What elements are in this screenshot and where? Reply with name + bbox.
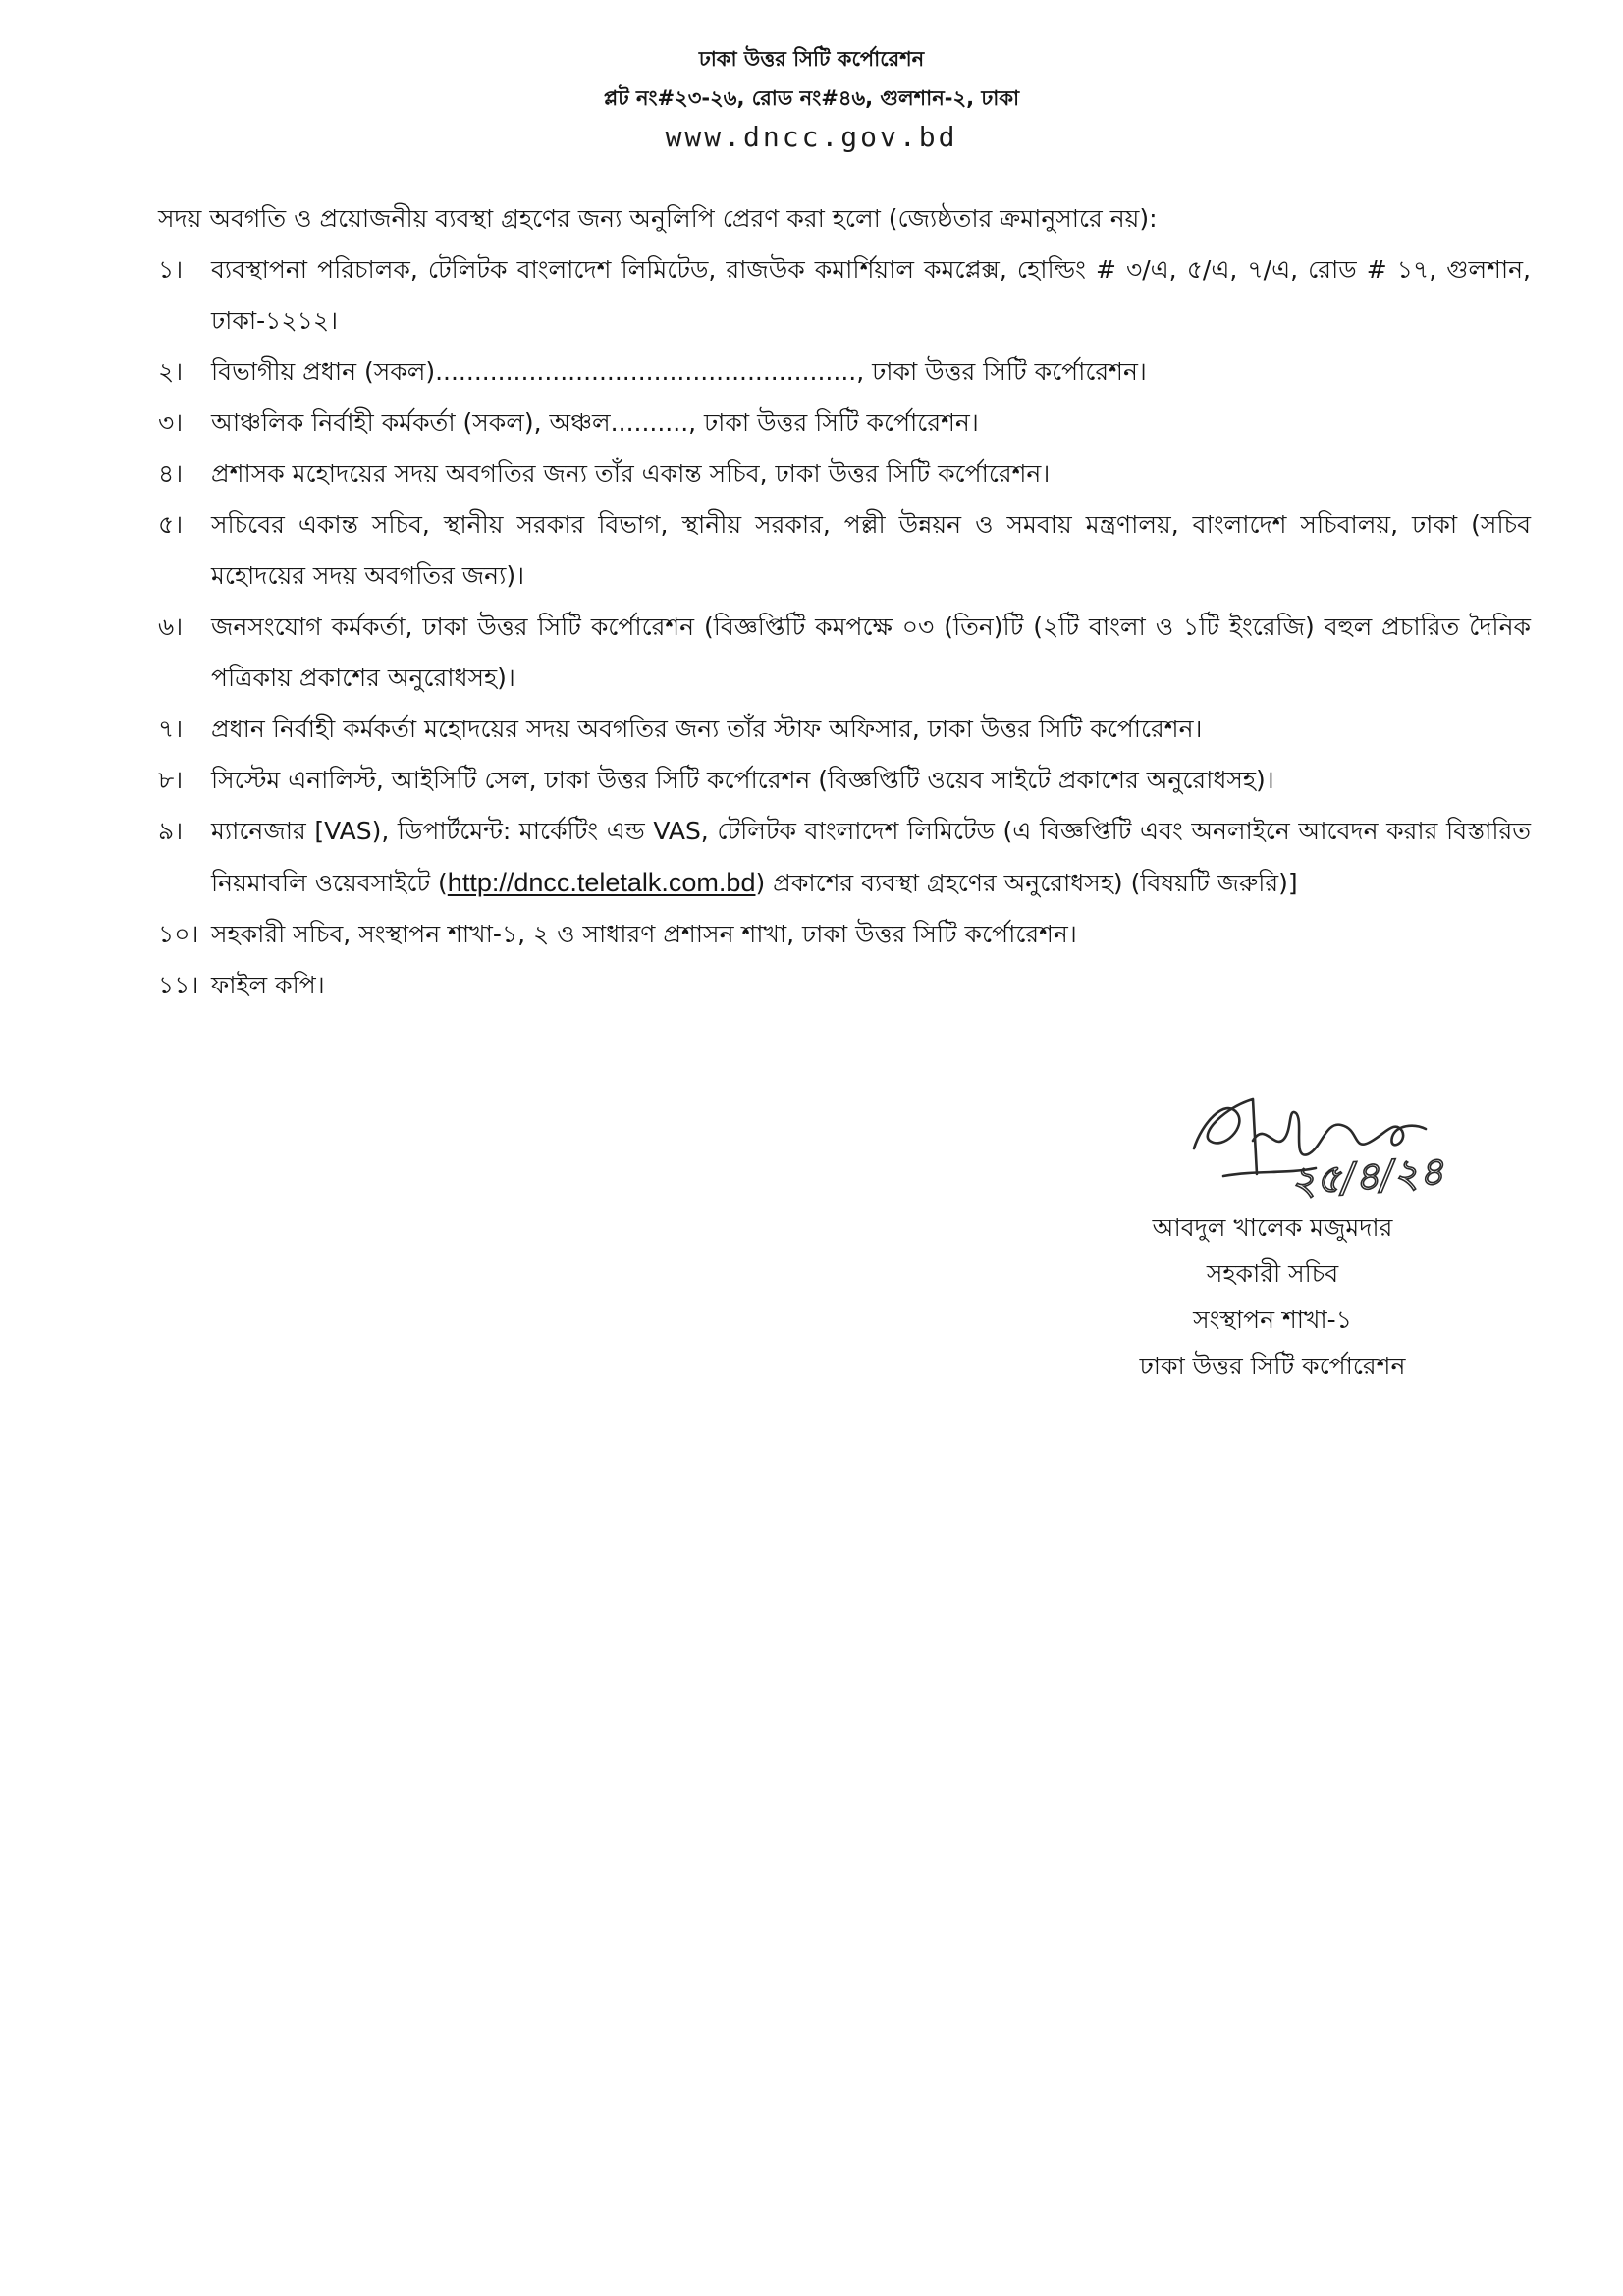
signatory-designation: সহকারী সচিব [1206,1259,1339,1288]
signatory-office: ঢাকা উত্তর সিটি কর্পোরেশন [1139,1352,1406,1380]
handwritten-signature [1168,1080,1483,1207]
item-number: ৪। [158,459,184,488]
item-number: ৮। [158,766,184,794]
item-text: ব্যবস্থাপনা পরিচালক, টেলিটক বাংলাদেশ লিমিটেড, রাজউক কমার্শিয়াল কমপ্লেক্স, হোল্ডিং # ৩/এ, ৫/এ, ৭/এ, রোড # ১৭, গুলশান, ঢাকা-১২১২। [211,255,1531,335]
letterhead [0,39,1623,157]
item-text: ফাইল কপি। [211,971,325,999]
item-number: ২। [158,357,184,386]
list-item [158,755,1531,806]
list-item [158,704,1531,755]
teletalk-url-link: http://dncc.teletalk.com.bd [447,868,756,897]
list-item [158,500,1531,602]
list-item [158,960,1531,1011]
item-text: সিস্টেম এনালিস্ট, আইসিটি সেল, ঢাকা উত্তর সিটি কর্পোরেশন (বিজ্ঞপ্তিটি ওয়েব সাইটে প্রকাশের অনুরোধসহ)। [211,766,1274,794]
organization-website: www.dncc.gov.bd [665,121,958,153]
organization-name: ঢাকা উত্তর সিটি কর্পোরেশন [698,47,925,71]
item-number: ৯। [158,817,184,845]
item-number: ৭। [158,715,184,743]
item-text [211,806,1531,909]
signatory-name: আবদুল খালেক মজুমদার [1152,1213,1393,1242]
distribution-intro: সদয় অবগতি ও প্রয়োজনীয় ব্যবস্থা গ্রহণের জন্য অনুলিপি প্রেরণ করা হলো (জ্যেষ্ঠতার ক্রমানুসারে নয়): [158,204,1158,233]
list-item [158,449,1531,500]
item-text: জনসংযোগ কর্মকর্তা, ঢাকা উত্তর সিটি কর্পোরেশন (বিজ্ঞপ্তিটি কমপক্ষে ০৩ (তিন)টি (২টি বাংলা ও ১টি ইংরেজি) বহুল প্রচারিত দৈনিক পত্রিকায় প্রকাশের অনুরোধসহ)। [211,613,1531,692]
item-text: প্রধান নির্বাহী কর্মকর্তা মহোদয়ের সদয় অবগতির জন্য তাঁর স্টাফ অফিসার, ঢাকা উত্তর সিটি কর্পোরেশন। [211,715,1203,743]
organization-address: প্লট নং#২৩-২৬, রোড নং#৪৬, গুলশান-২, ঢাকা [603,86,1020,110]
distribution-list [158,244,1531,1011]
list-item [158,244,1531,347]
item-number: ১০। [158,920,199,948]
item-number: ৩। [158,408,184,437]
item-number: ৫। [158,510,184,539]
item-text: সহকারী সচিব, সংস্থাপন শাখা-১, ২ ও সাধারণ প্রশাসন শাখা, ঢাকা উত্তর সিটি কর্পোরেশন। [211,920,1077,948]
list-item [158,347,1531,398]
signatory-section: সংস্থাপন শাখা-১ [1193,1306,1352,1334]
list-item [158,909,1531,960]
list-item [158,806,1531,909]
signature-date: ২৫/৪/২৪ [1288,1148,1446,1205]
item-text-after-link: ) প্রকাশের ব্যবস্থা গ্রহণের অনুরোধসহ) (বিষয়টি জরুরি)] [755,869,1298,897]
item-text-before-link: ম্যানেজার [VAS), ডিপার্টমেন্ট: মার্কেটিং এন্ড VAS, টেলিটক বাংলাদেশ লিমিটেড (এ বিজ্ঞপ্তিটি এবং অনলাইনে আবেদন করার বিস্তারিত নিয়মাবলি ওয়েবসাইটে ( [211,817,1531,897]
item-text: আঞ্চলিক নির্বাহী কর্মকর্তা (সকল), অঞ্চল.........., ঢাকা উত্তর সিটি কর্পোরেশন। [211,408,979,437]
copy-distribution [158,193,1531,1011]
signatory-block [1076,1204,1469,1389]
item-text: বিভাগীয় প্রধান (সকল)......................................................, ঢাকা উত্তর সিটি কর্পোরেশন। [211,357,1147,386]
item-number: ১১। [158,971,199,999]
list-item [158,602,1531,704]
item-number: ৬। [158,613,184,641]
item-text: প্রশাসক মহোদয়ের সদয় অবগতির জন্য তাঁর একান্ত সচিব, ঢাকা উত্তর সিটি কর্পোরেশন। [211,459,1051,488]
item-text: সচিবের একান্ত সচিব, স্থানীয় সরকার বিভাগ, স্থানীয় সরকার, পল্লী উন্নয়ন ও সমবায় মন্ত্রণালয়, বাংলাদেশ সচিবালয়, ঢাকা (সচিব মহোদয়ের সদয় অবগতির জন্য)। [211,510,1531,590]
item-number: ১। [158,255,184,284]
list-item [158,398,1531,449]
